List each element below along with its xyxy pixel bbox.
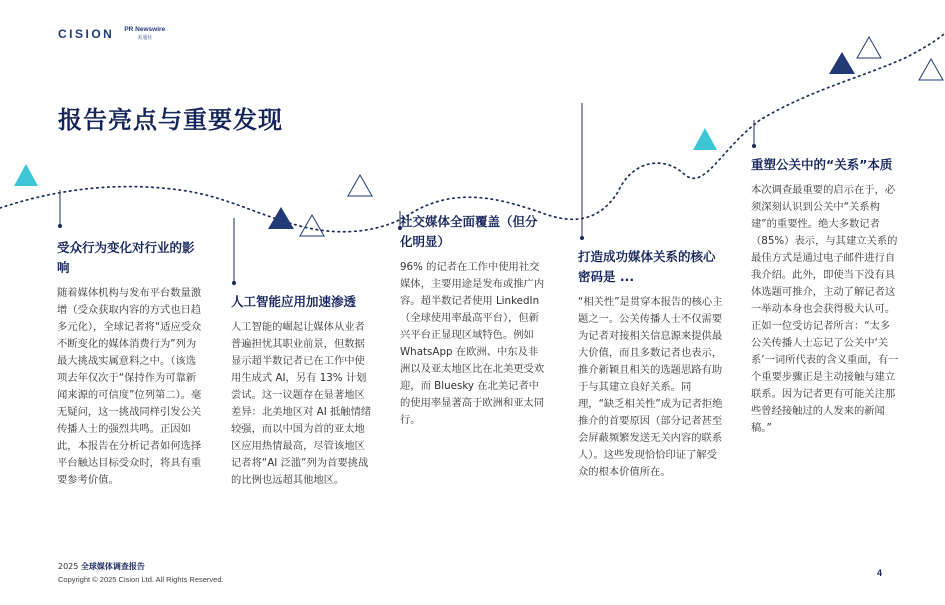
page-number: 4 <box>877 568 883 578</box>
triangle-navy-right <box>829 52 855 74</box>
finding-body: 人工智能的崛起让媒体从业者普遍担忧其职业前景，但数据显示超半数记者已在工作中使用生成式 AI，另有 13% 计划尝试。这一议题存在显著地区差异：北美地区对 AI 抵触情绪较强，而以中国为首的亚太地区应用热情最高，尽管该地区记者将“AI 泛滥”列为首要挑战的比例也远超其他地区。 <box>231 321 372 486</box>
cision-logo: CISION <box>58 27 115 41</box>
connector-2 <box>232 218 235 285</box>
finding-body: 96% 的记者在工作中使用社交媒体，主要用途是发布或推广内容。超半数记者使用 LinkedIn（全球使用率最高平台），但新兴平台正显现区域特色。例如 WhatsApp 在欧洲、中东及非洲以及亚太地区比在北美更受欢迎，而 Bluesky 在北美记者中的使用率显著高于欧洲和亚太同行。 <box>400 261 545 426</box>
footer-report-year: 2025 <box>58 562 79 571</box>
finding-social <box>400 212 546 429</box>
finding-relationship <box>751 155 899 437</box>
finding-body: “相关性”是贯穿本报告的核心主题之一。公关传播人士不仅需要为记者对接相关信息源来提供最大价值，而且多数记者也表示，推介新颖且相关的选题思路有助于与其建立良好关系。同理，“缺乏相关性”成为记者拒绝推介的首要原因（部分记者甚至会屏蔽频繁发送无关内容的联系人）。这些发现恰恰印证了解受众的根本价值所在。 <box>578 296 723 478</box>
triangle-outline-left <box>348 175 372 196</box>
triangle-teal-right <box>693 128 717 150</box>
triangle-outline-top <box>857 37 881 58</box>
finding-heading: 社交媒体全面覆盖（但分化明显） <box>400 214 538 249</box>
triangle-outline-mid <box>300 215 324 236</box>
finding-ai <box>231 292 375 489</box>
prnewswire-logo-cn: 美通社 <box>137 35 153 41</box>
finding-body: 本次调查最重要的启示在于，必须深刻认识到公关中“关系构建”的重要性。绝大多数记者（85%）表示，与其建立关系的最佳方式是通过电子邮件进行自我介绍。此外，即使当下没有具体选题可推介，主动了解记者这一举动本身也会获得极大认可。正如一位受访记者所言：“太多公关传播人士忘记了公关中‘关系’一词所代表的含义重面，有一个重要步骤正是主动接触与建立联系。因为记者更有可能关注那些曾经接触过的人发来的新闻稿。” <box>751 184 899 434</box>
connector-1 <box>58 190 61 228</box>
triangle-navy-mid <box>268 207 294 229</box>
prnewswire-logo-text: PR Newswire <box>124 26 166 33</box>
page-title: 报告亮点与重要发现 <box>58 106 283 134</box>
finding-heading: 重塑公关中的“关系”本质 <box>751 157 893 172</box>
finding-heading: 打造成功媒体关系的核心密码是 ... <box>578 249 716 284</box>
footer-report-name: 全球媒体调查报告 <box>80 562 145 571</box>
finding-heading: 人工智能应用加速渗透 <box>231 294 357 309</box>
finding-relevance <box>578 247 724 481</box>
triangle-outline-edge <box>919 59 943 80</box>
finding-body: 随着媒体机构与发布平台数量激增（受众获取内容的方式也日趋多元化），全球记者将“适应受众不断变化的媒体消费行为”列为最大挑战实属意料之中。（该选项去年仅次于“保持作为可靠新闻来源的可信度”位列第二）。毫无疑问，这一挑战同样引发公关传播人士的强烈共鸣。正因如此，本报告在分析记者如何选择平台触达目标受众时，将具有重要参考价值。 <box>57 287 202 486</box>
triangle-teal-left <box>14 164 38 186</box>
footer-report-title <box>58 561 145 572</box>
footer-copyright: Copyright © 2025 Cision Ltd. All Rights Reserved. <box>58 575 224 584</box>
finding-audience <box>57 238 203 489</box>
finding-heading: 受众行为变化对行业的影响 <box>57 240 195 275</box>
